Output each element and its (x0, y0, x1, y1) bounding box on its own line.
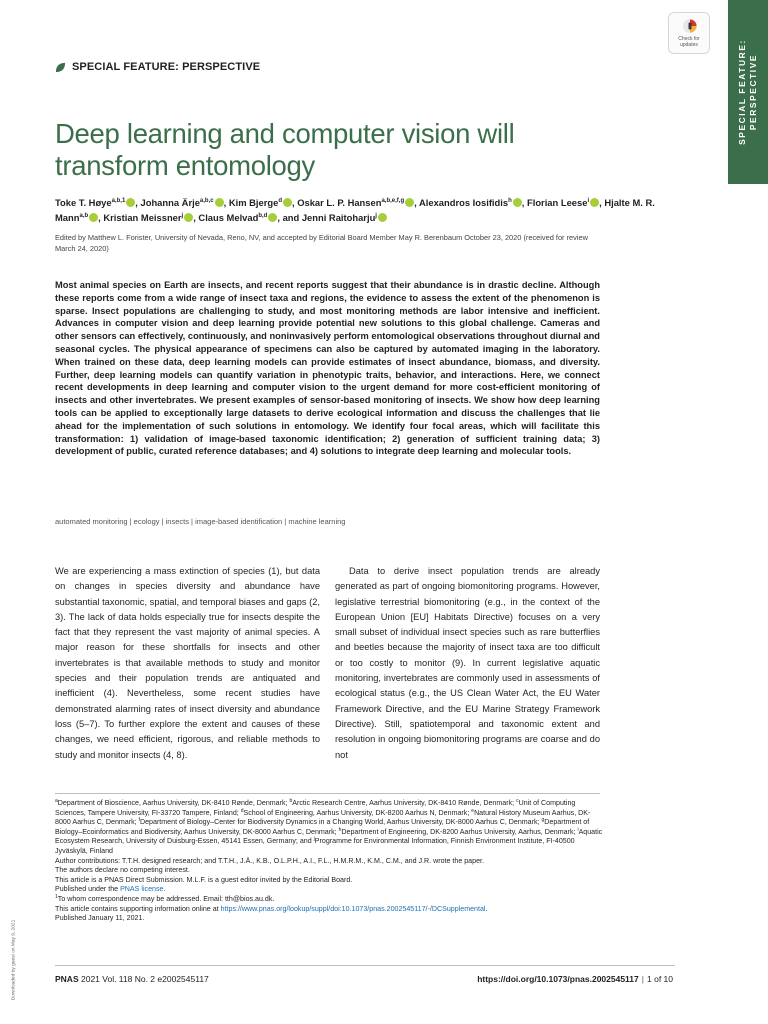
affiliation-marker: g (541, 817, 545, 824)
author-affiliation-marker: a,b,c (199, 198, 214, 204)
affiliation-marker: e (471, 807, 475, 814)
orcid-icon[interactable] (126, 198, 135, 207)
body-column-right (335, 564, 600, 763)
affiliation-marker: d (240, 807, 244, 814)
author-name: Claus Melvad (198, 212, 259, 223)
supporting-info-link[interactable]: https://www.pnas.org/lookup/suppl/doi:10.1073/pnas.2002545117/-/DCSupplemental (220, 904, 486, 913)
footer-doi: https://doi.org/10.1073/pnas.2002545117 | 1 of 10 (477, 974, 673, 984)
affiliation-text: Department of Biology–Center for Biodiversity Dynamics in a Changing World, Aarhus University, DK-8000 Aarhus C, Denmark; (139, 818, 542, 827)
affiliation-text: School of Engineering, Aarhus University, DK-8200 Aarhus N, Denmark; (243, 808, 472, 817)
edited-by: Edited by Matthew L. Forister, University of Nevada, Reno, NV, and accepted by Editorial Board Member May R. Berenbaum October 23, 2020 (received for review March 24, 2020) (55, 233, 588, 253)
author-contributions: Author contributions: T.T.H. designed research; and T.T.H., J.Ä., K.B., O.L.P.H., A.I., F.L., H.M.R.M., K.M., C.M., and J.R. wrote the paper. (55, 856, 484, 865)
author-name: Hjalte M. R. Mann (55, 197, 655, 223)
affiliation-text: Unit of Computing Sciences, Tampere University, FI-33720 Tampere, Finland; (55, 799, 576, 817)
article-title: Deep learning and computer vision will transform entomology (55, 118, 515, 181)
author-affiliation-marker: a,b (79, 213, 89, 219)
affiliation-text: Department of Biology–Ecoinformatics and Biodiversity, Aarhus University, DK-8000 Aarhus C, Denmark; (55, 818, 590, 836)
keywords: automated monitoring | ecology | insects | image-based identification | machine learning (55, 517, 346, 526)
orcid-icon[interactable] (513, 198, 522, 207)
side-tab-label: SPECIAL FEATURE: PERSPECTIVE (737, 39, 758, 145)
affiliation-text: Department of Bioscience, Aarhus University, DK-8410 Rønde, Denmark; (57, 799, 290, 807)
affiliation-text: Natural History Museum Aarhus, DK-8000 Aarhus C, Denmark; (55, 808, 591, 827)
author-affiliation-marker: j (181, 213, 184, 219)
author-affiliation-marker: i (587, 198, 590, 204)
author-name: Jenni Raitoharju (301, 212, 376, 223)
orcid-icon[interactable] (181, 213, 193, 222)
orcid-icon[interactable] (89, 213, 98, 222)
check-for-updates-badge[interactable] (668, 12, 710, 54)
author-name: Alexandros Iosifidis (419, 197, 509, 208)
author-affiliation-marker: d (278, 198, 282, 204)
author-name: Kim Bjerge (228, 197, 279, 208)
footer-citation: PNAS 2021 Vol. 118 No. 2 e2002545117 (55, 974, 209, 984)
orcid-icon[interactable] (378, 213, 387, 222)
affiliation-marker: f (138, 817, 140, 824)
competing-interest: The authors declare no competing interest. (55, 866, 190, 875)
affiliation-marker: i (577, 826, 579, 833)
orcid-icon[interactable] (405, 198, 414, 207)
feature-label: SPECIAL FEATURE: PERSPECTIVE (72, 61, 261, 73)
orcid-icon[interactable] (590, 198, 599, 207)
affiliation-text: Department of Engineering, DK-8200 Aarhus University, Aarhus, Denmark; (341, 827, 578, 836)
orcid-icon[interactable] (215, 198, 224, 207)
orcid-icon[interactable] (283, 198, 292, 207)
affiliation-marker: a (55, 798, 58, 804)
author-affiliation-marker: j (375, 213, 377, 219)
abstract: Most animal species on Earth are insects, and recent reports suggest that their abundance is in drastic decline. Although these reports come from a wide range of insect taxa and regions, the evidence to assess the extent of the phenomenon is sparse. Insect populations are challenging to study, and most monitoring methods are labor intensive and inefficient. Advances in computer vision and deep learning provide potential new solutions to this global challenge. Cameras and other sensors can effectively, continuously, and noninvasively perform entomological observations throughout diurnal and seasonal cycles. The physical appearance of specimens can also be captured by automated imaging in the laboratory. When trained on these data, deep learning models can provide estimates of insect abundance, biomass, and diversity. Further, deep learning models can quantify variation in phenotypic traits, behavior, and interactions. Here, we connect recent developments in deep learning and computer vision to the urgent demand for more cost-efficient monitoring of insects and other invertebrates. We present examples of sensor-based monitoring of insects. We show how deep learning tools can be applied to exceptionally large datasets to derive ecological information and discuss the challenges that lie ahead for the implementation of such solutions in entomology. We identify four focal areas, which will facilitate this transformation: 1) validation of image-based taxonomic identification; 2) generation of sufficient training data; 3) development of public, curated reference databases; and 4) solutions to integrate deep learning and molecular tools. (55, 280, 600, 457)
author-name: Toke T. Høye (55, 197, 112, 208)
affiliation-text: Aquatic Ecosystem Research, University of Duisburg-Essen, 45141 Essen, Germany; and (55, 827, 603, 846)
direct-submission: This article is a PNAS Direct Submission. M.L.F. is a guest editor invited by the Editorial Board. (55, 875, 353, 884)
author-affiliation-marker: a,b,e,f,g (381, 198, 405, 204)
author-name: Kristian Meissner (103, 212, 182, 223)
published-date: Published January 11, 2021. (55, 914, 145, 923)
license-link[interactable]: PNAS license (120, 885, 164, 894)
license-line: Published under the PNAS license. (55, 885, 166, 894)
affiliation-marker: b (289, 798, 293, 804)
check-for-updates-text: Check for updates (678, 36, 700, 48)
author-name: Oskar L. P. Hansen (297, 197, 382, 208)
affiliation-marker: h (338, 826, 342, 833)
leaf-icon (55, 62, 66, 73)
feature-heading (55, 60, 260, 74)
footer-divider (55, 965, 675, 966)
author-affiliation-marker: b,d (258, 213, 268, 219)
affiliation-text: Arctic Research Centre, Aarhus University, DK-8410 Rønde, Denmark; (292, 799, 517, 807)
affiliation-marker: c (516, 798, 519, 804)
correspondence: $^1$To whom correspondence may be addressed. Email: tth@bios.au.dk. (55, 893, 275, 903)
footnote-divider (55, 793, 600, 794)
download-stamp: Downloaded by guest on May 9, 2021 (11, 919, 17, 1001)
page-number: 1 of 10 (647, 974, 673, 984)
author-affiliation-marker: a,b,1 (111, 198, 126, 204)
footnotes (55, 799, 603, 924)
affiliation-text: Programme for Environmental Information, Finnish Environment Institute, FI-40500 Jyväskylä, Finland (55, 837, 575, 855)
author-name: Florian Leese (526, 197, 588, 208)
journal-name: PNAS (55, 974, 79, 984)
body-paragraph: Data to derive insect population trends are already generated as part of ongoing biomonitoring programs. However, legislative terrestrial biomonitoring (e.g., in the context of the European Union [EU] Habitats Directive) focuses on a very small subset of individual insect species such as rare butterflies and beetles because the majority of insect taxa are too difficult or too costly to monitor (9). In current legislative aquatic monitoring, invertebrates are commonly used in assessments of ecological status (e.g., the US Clean Water Act, the EU Water Framework Directive, and the EU Marine Strategy Framework Directive). Still, spatiotemporal and taxonomic extent and resolution in ongoing biomonitoring programs are coarse and do not (335, 566, 600, 760)
doi-link[interactable]: https://doi.org/10.1073/pnas.2002545117 (477, 974, 639, 984)
affiliations (55, 799, 603, 857)
affiliation-marker: j (313, 836, 315, 843)
author-list: Toke T. Høye$^{a,b,1}$ , Johanna Ärje$^{a,b,c}$ , Kim Bjerge$^d$ , Oskar L. P. Hansen$^{a,b,e,f,g}$ , Alexandros Iosifidis$^h$ , Florian Leese$^i$ , Hjalte M. R. Mann$^{a,b}$ , Kristian Meissner$^j$ , Claus Melvad$^{b,d}$ , and Jenni Raitoharju$^j$ (55, 197, 655, 223)
supporting-info: This article contains supporting information online at https://www.pnas.org/lookup/suppl/doi:10.1073/pnas.2002545117/-/DCSupplemental. (55, 904, 488, 913)
orcid-icon[interactable] (268, 213, 277, 222)
author-affiliation-marker: h (508, 198, 512, 204)
crossmark-icon (682, 18, 698, 34)
body-column-left (55, 564, 320, 763)
author-name: Johanna Ärje (140, 197, 200, 208)
body-paragraph: We are experiencing a mass extinction of species (1), but data on changes in species diversity and abundance have substantial taxonomic, spatial, and temporal biases and gaps (2, 3). The lack of data holds especially true for insects despite the fact that they represent the vast majority of animal species. A major reason for these shortfalls for insects and other invertebrates is that available methods to study and monitor species and their population trends are antiquated and inefficient (4). Nevertheless, some recent studies have demonstrated alarming rates of insect diversity and abundance loss (5–7). To further explore the extent and causes of these changes, we need efficient, rigorous, and reliable methods to study and monitor insects (4, 8). (55, 566, 320, 760)
